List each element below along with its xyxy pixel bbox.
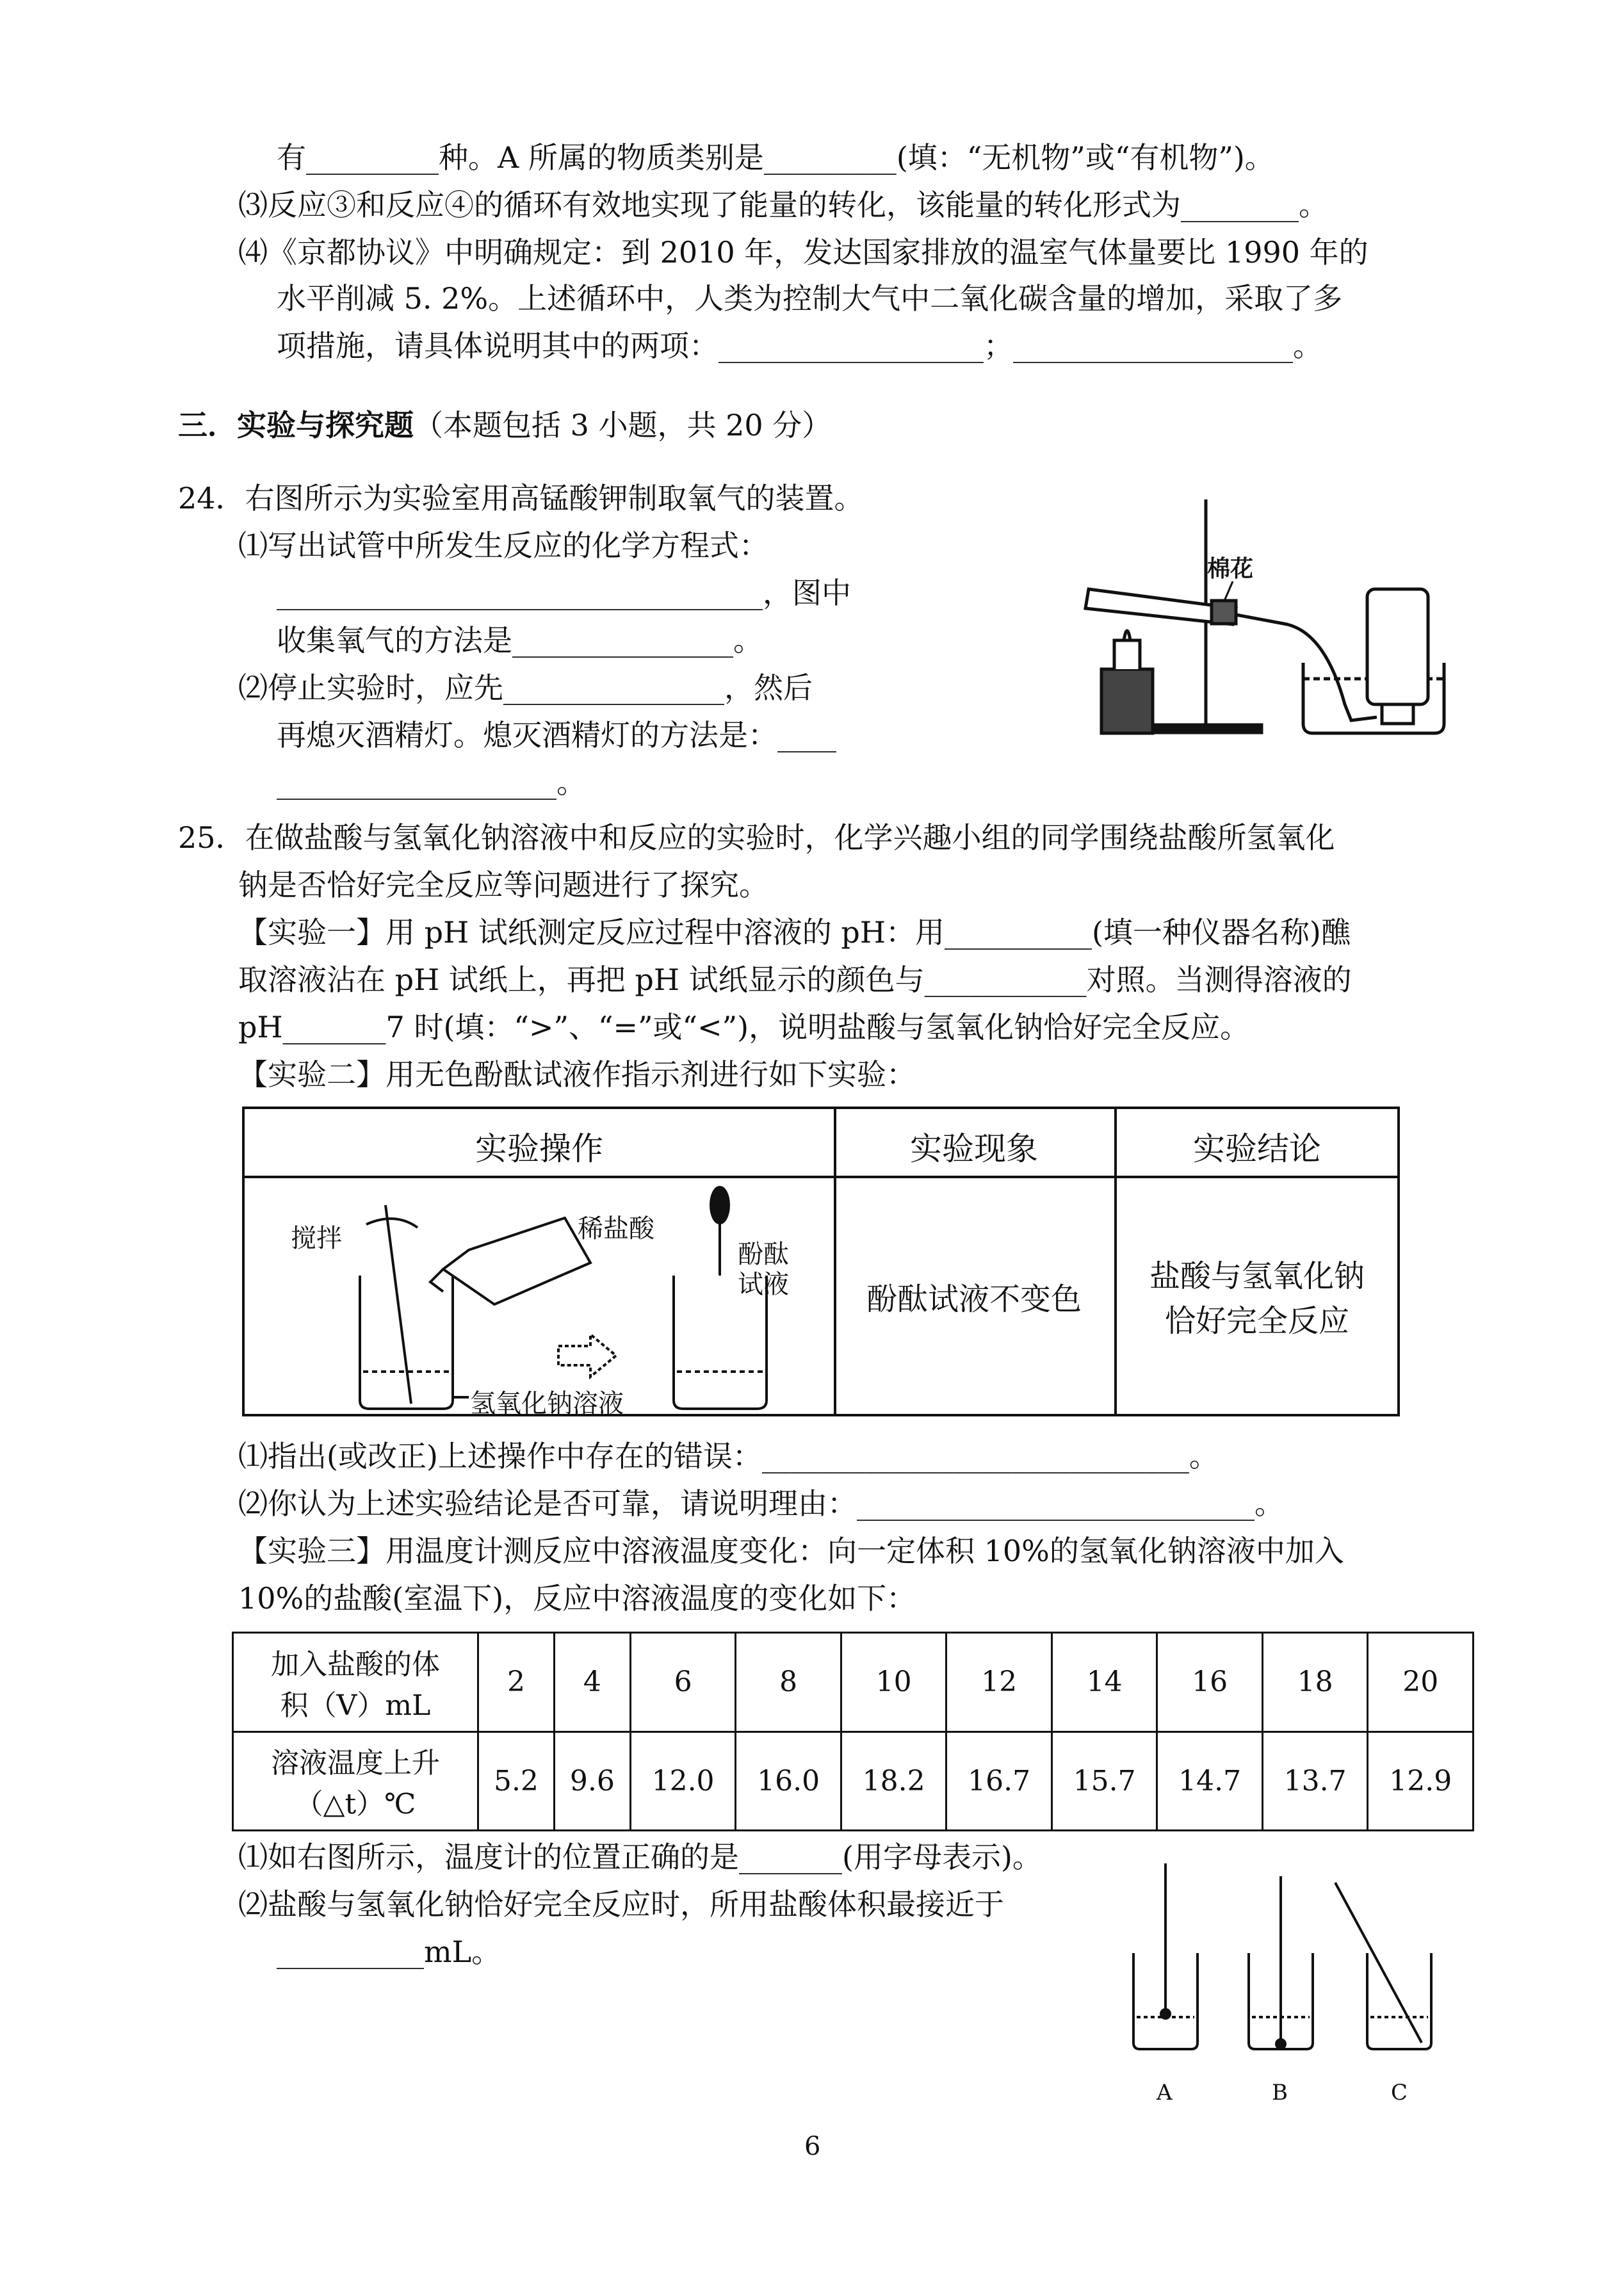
volume-cell: 6 — [630, 1633, 736, 1732]
line-5: 项措施，请具体说明其中的两项：__________________；___________________。 — [277, 328, 1322, 363]
q25-line-9: 【实验三】用温度计测反应中溶液温度变化：向一定体积 10%的氢氧化钠溶液中加入 — [238, 1534, 1344, 1568]
q24-line-4: 收集氧气的方法是_______________。 — [277, 623, 763, 658]
temperature-data-table — [232, 1632, 1474, 1831]
q25-line-10: 10%的盐酸(室温下)，反应中溶液温度的变化如下： — [238, 1581, 916, 1616]
volume-row-header — [233, 1633, 478, 1732]
q25-line-5: pH_______7 时(填：“>”、“=”或“<”)，说明盐酸与氢氧化钠恰好完全反应。 — [238, 1010, 1250, 1044]
volume-header-line-2: 积（V）mL — [280, 1689, 431, 1722]
q25-line-8: ⑵你认为上述实验结论是否可靠，请说明理由：___________________________。 — [238, 1486, 1284, 1521]
conclusion-line-1: 盐酸与氢氧化钠 — [1149, 1258, 1365, 1294]
line-3: ⑷《京都协议》中明确规定：到 2010 年，发达国家排放的温室气体量要比 1990 年的 — [238, 235, 1368, 270]
volume-cell: 12 — [946, 1633, 1052, 1732]
q24-line-3: _________________________________，图中 — [277, 576, 851, 610]
volume-cell: 14 — [1052, 1633, 1157, 1732]
beaker-label-b: B — [1272, 2080, 1288, 2105]
q24-line-5: ⑵停止实验时，应先_______________，然后 — [238, 670, 813, 705]
section-header — [178, 406, 831, 444]
table-header-phenomenon: 实验现象 — [910, 1130, 1038, 1167]
temp-header-line-2: （△t）℃ — [295, 1788, 416, 1821]
hcl-label: 稀盐酸 — [578, 1214, 654, 1244]
q25-line-7: ⑴指出(或改正)上述操作中存在的错误：_____________________________。 — [238, 1439, 1219, 1473]
q25-line-13: __________mL。 — [277, 1934, 501, 1969]
indicator-label-1: 酚酞 — [738, 1240, 789, 1269]
volume-cell: 16 — [1157, 1633, 1263, 1732]
page-number: 6 — [804, 2132, 821, 2161]
q25-line-12: ⑵盐酸与氢氧化钠恰好完全反应时，所用盐酸体积最接近于 — [238, 1887, 1004, 1922]
line-4: 水平削减 5. 2%。上述循环中，人类为控制大气中二氧化碳含量的增加，采取了多 — [277, 281, 1343, 316]
section-note: （本题包括 3 小题，共 20 分） — [414, 408, 832, 442]
volume-cell: 18 — [1262, 1633, 1368, 1732]
temp-cell: 15.7 — [1052, 1731, 1157, 1831]
temp-header-line-1: 溶液温度上升 — [271, 1747, 440, 1780]
experiment-table — [242, 1107, 1400, 1416]
temp-cell: 16.0 — [736, 1731, 841, 1831]
cotton-label: 棉花 — [1207, 556, 1254, 582]
line-1: 有_________种。A 所属的物质类别是_________(填：“无机物”或“有机物”)。 — [277, 140, 1274, 175]
q24-line-2: ⑴写出试管中所发生反应的化学方程式： — [238, 528, 768, 563]
temp-cell: 12.0 — [630, 1731, 736, 1831]
q25-line-3: 【实验一】用 pH 试纸测定反应过程中溶液的 pH：用__________(填一种仪器名称)醮 — [238, 915, 1351, 950]
temp-cell: 9.6 — [554, 1731, 630, 1831]
volume-header-line-1: 加入盐酸的体 — [271, 1648, 440, 1681]
q25-line-2: 钠是否恰好完全反应等问题进行了探究。 — [238, 868, 768, 902]
indicator-label-2: 试液 — [738, 1270, 789, 1299]
beaker-label-a: A — [1157, 2080, 1173, 2105]
table-header-conclusion: 实验结论 — [1193, 1130, 1321, 1167]
temp-cell: 16.7 — [946, 1731, 1052, 1831]
q24-line-1: 24．右图所示为实验室用高锰酸钾制取氧气的装置。 — [178, 481, 864, 515]
temp-cell: 18.2 — [841, 1731, 946, 1831]
table-header-operation: 实验操作 — [475, 1130, 603, 1167]
beaker-label-c: C — [1391, 2080, 1408, 2105]
q24-line-6: 再熄灭酒精灯。熄灭酒精灯的方法是：____ — [277, 718, 836, 752]
q25-line-1: 25．在做盐酸与氢氧化钠溶液中和反应的实验时，化学兴趣小组的同学围绕盐酸所氢氧化 — [178, 820, 1335, 855]
q24-line-7: ___________________。 — [277, 765, 586, 800]
temp-cell: 5.2 — [478, 1731, 555, 1831]
temp-row-header — [233, 1731, 478, 1831]
q25-line-6: 【实验二】用无色酚酞试液作指示剂进行如下实验： — [238, 1057, 916, 1092]
temp-cell: 12.9 — [1368, 1731, 1474, 1831]
temp-cell: 14.7 — [1157, 1731, 1263, 1831]
line-2: ⑶反应③和反应④的循环有效地实现了能量的转化，该能量的转化形式为________。 — [238, 188, 1328, 222]
volume-cell: 20 — [1368, 1633, 1474, 1732]
conclusion-line-2: 恰好完全反应 — [1164, 1303, 1349, 1339]
q25-line-11: ⑴如右图所示，温度计的位置正确的是_______(用字母表示)。 — [238, 1840, 1042, 1874]
section-title: 三．实验与探究题 — [178, 408, 414, 442]
temp-cell: 13.7 — [1262, 1731, 1368, 1831]
q25-line-4: 取溶液沾在 pH 试纸上，再把 pH 试纸显示的颜色与___________对照。当测得溶液的 — [238, 962, 1352, 997]
phenomenon-cell: 酚酞试液不变色 — [866, 1281, 1082, 1317]
volume-cell: 4 — [554, 1633, 630, 1732]
volume-cell: 8 — [736, 1633, 841, 1732]
oxygen-apparatus-figure — [1076, 493, 1460, 736]
volume-cell: 10 — [841, 1633, 946, 1732]
naoh-label: 氢氧化钠溶液 — [470, 1389, 624, 1418]
stir-label: 搅拌 — [291, 1224, 342, 1253]
volume-cell: 2 — [478, 1633, 555, 1732]
